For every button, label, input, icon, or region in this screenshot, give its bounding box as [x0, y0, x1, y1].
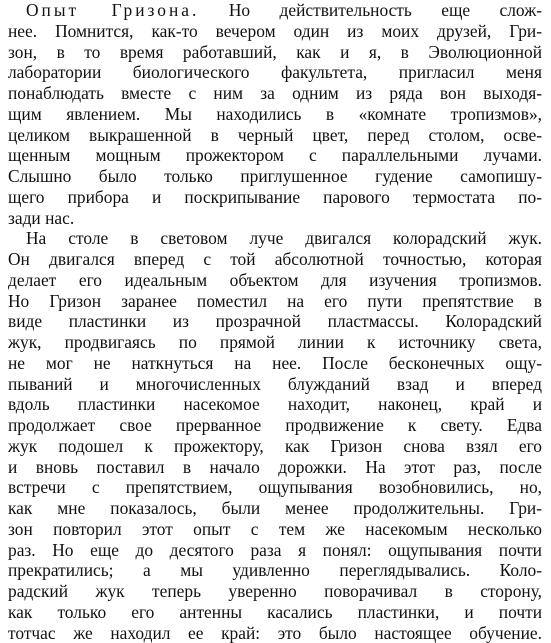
text-line: тотчас же находил ее край: это было настоящее обучение.	[8, 623, 542, 643]
text-line: как только его антенны касались пластинки, и почти	[8, 602, 542, 623]
text-line: Но Гризон заранее поместил на его пути препятствие в	[8, 291, 542, 312]
text-line: как мне показалось, были менее продолжительны. Гри-	[8, 498, 542, 519]
text-line: зон повторил этот опыт с тем же насекомым несколько	[8, 519, 542, 540]
text-line: продолжает свое прерванное продвижение к свету. Едва	[8, 415, 542, 436]
text-line: Слышно было только приглушенное гудение самопишу-	[8, 166, 542, 187]
text-line: Опыт Гризона. Но действительность еще слож-	[8, 0, 542, 21]
text-line: вдоль пластинки насекомое находит, наконец, край и	[8, 394, 542, 415]
text-line: радский жук теперь уверенно поворачивал в сторону,	[8, 581, 542, 602]
text-line: понаблюдать вместе с ним за одним из ряда вон выходя-	[8, 83, 542, 104]
section-heading: Опыт Гризона.	[26, 0, 199, 20]
paragraph-2	[8, 228, 542, 643]
text-line: прекратились; а мы удивленно переглядывались. Коло-	[8, 560, 542, 581]
text-line: и вновь поставил в начало дорожки. На этот раз, после	[8, 457, 542, 478]
text-line: лаборатории биологического факультета, пригласил меня	[8, 62, 542, 83]
text-line: встречи с препятствием, ощупывания возобновились, но,	[8, 477, 542, 498]
text-line: зади нас.	[8, 208, 542, 229]
document-page	[8, 0, 542, 643]
text-line: пываний и многочисленных блужданий взад и вперед	[8, 374, 542, 395]
text-line: не мог не наткнуться на нее. После бесконечных ощу-	[8, 353, 542, 374]
text-line: нее. Помнится, как-то вечером один из моих друзей, Гри-	[8, 21, 542, 42]
text-line: целиком выкрашенной в черный цвет, перед столом, осве-	[8, 125, 542, 146]
text-line: виде пластинки из прозрачной пластмассы. Колорадский	[8, 311, 542, 332]
text-line: зон, в то время работавший, как и я, в Эволюционной	[8, 42, 542, 63]
text-line: щего прибора и поскрипывание парового термостата по-	[8, 187, 542, 208]
text-line: делает его идеальным объектом для изучения тропизмов.	[8, 270, 542, 291]
text-line: щим явлением. Мы находились в «комнате тропизмов»,	[8, 104, 542, 125]
paragraph-1	[8, 0, 542, 228]
text-line: жук подошел к прожектору, как Гризон снова взял его	[8, 436, 542, 457]
text-line: щенным мощным прожектором с параллельными лучами.	[8, 145, 542, 166]
text-line: раз. Но еще до десятого раза я понял: ощупывания почти	[8, 540, 542, 561]
text-line: На столе в световом луче двигался колорадский жук.	[8, 228, 542, 249]
text-line: Он двигался вперед с той абсолютной точностью, которая	[8, 249, 542, 270]
text-line: жук, продвигаясь по прямой линии к источнику света,	[8, 332, 542, 353]
